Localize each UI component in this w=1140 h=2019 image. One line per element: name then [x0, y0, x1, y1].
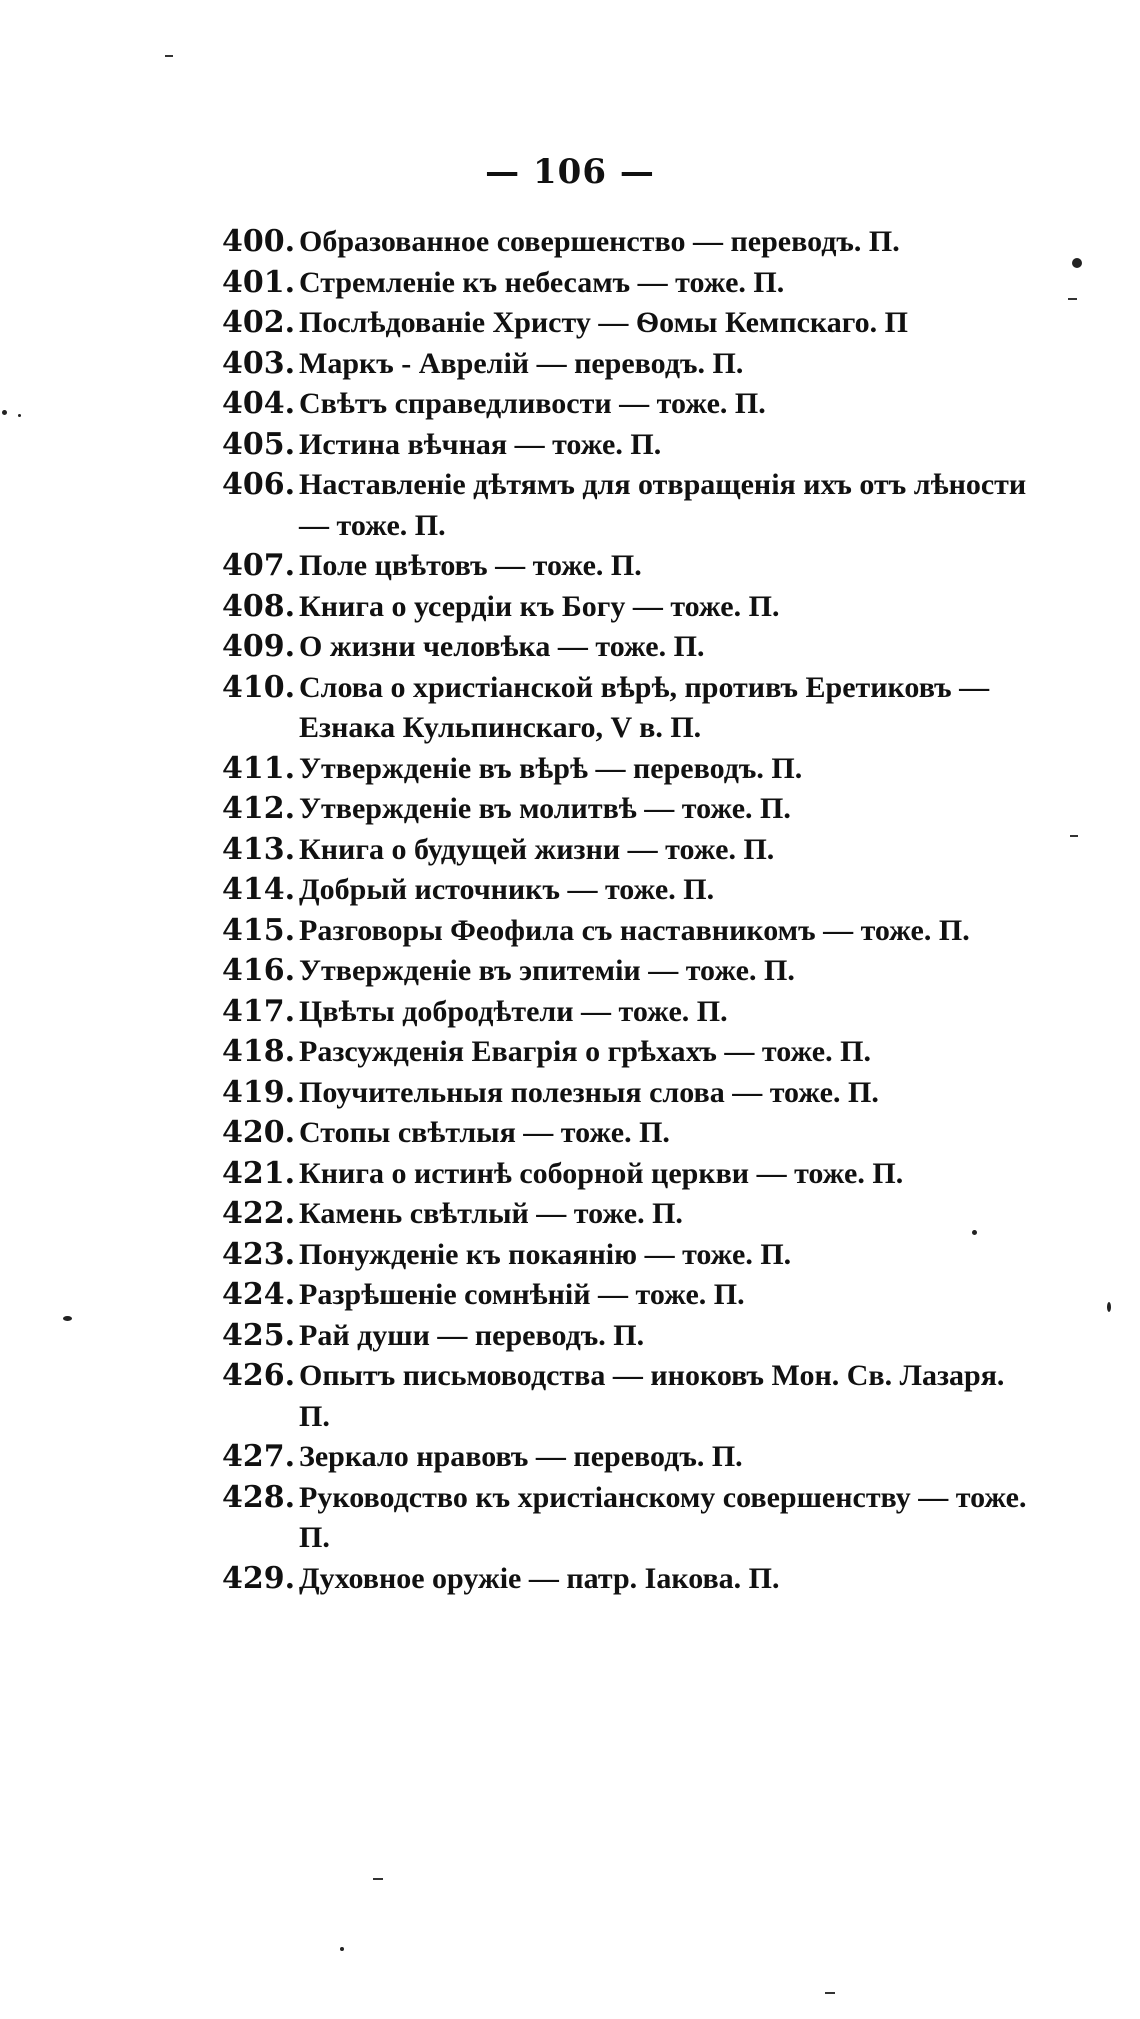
entry-text: Опытъ письмоводства — иноковъ Мон. Св. Лазаря. П.	[299, 1359, 1005, 1433]
entry-text: Духовное оружіе — патр. Іакова. П.	[299, 1561, 780, 1595]
entry-text: Поле цвѣтовъ — тоже. П.	[299, 549, 642, 582]
list-item	[222, 425, 1042, 466]
entry-number: 401.	[222, 264, 296, 300]
entry-number: 409.	[222, 629, 296, 664]
page-number: — 106 —	[485, 152, 655, 192]
list-item	[222, 1113, 1042, 1154]
entry-text: Поучительныя полезныя слова — тоже. П.	[299, 1075, 879, 1109]
list-item	[222, 1194, 1042, 1235]
list-item	[222, 992, 1042, 1033]
entry-number: 412.	[222, 791, 296, 826]
entry-number: 403.	[222, 345, 296, 381]
entry-number: 425.	[222, 1317, 296, 1353]
entry-text: Утвержденіе въ молитвѣ — тоже. П.	[299, 792, 791, 825]
entry-text: Понужденіе къ покаянію — тоже. П.	[299, 1237, 792, 1271]
list-item	[222, 1437, 1042, 1478]
entry-text: Утвержденіе въ вѣрѣ — переводъ. П.	[299, 751, 803, 785]
entry-text: Слова о христіанской вѣрѣ, противъ Еретиковъ — Езнака Кульпинскаго, V в. П.	[299, 670, 990, 744]
entry-list	[222, 222, 1042, 1599]
list-item	[222, 830, 1042, 871]
list-item	[222, 1478, 1042, 1559]
entry-text: Книга о будущей жизни — тоже. П.	[299, 832, 775, 866]
entry-text: Руководство къ христіанскому совершенству — тоже. П.	[299, 1480, 1027, 1554]
entry-number: 423.	[222, 1236, 296, 1272]
entry-text: Камень свѣтлый — тоже. П.	[299, 1197, 683, 1230]
scan-mark	[825, 1992, 835, 1994]
scan-speck	[2, 410, 7, 415]
scan-speck	[340, 1947, 344, 1951]
list-item	[222, 263, 1042, 304]
entry-text: Книга о истинѣ соборной церкви — тоже. П.	[299, 1156, 904, 1190]
entry-number: 427.	[222, 1439, 296, 1474]
list-item	[222, 789, 1042, 830]
entry-text: Истина вѣчная — тоже. П.	[299, 427, 662, 461]
list-item	[222, 1275, 1042, 1316]
list-item	[222, 546, 1042, 587]
scan-speck	[1072, 258, 1082, 268]
list-item	[222, 1154, 1042, 1195]
entry-number: 406.	[222, 467, 296, 502]
scan-speck	[18, 414, 21, 417]
entry-text: Разсужденія Евагрія о грѣхахъ — тоже. П.	[299, 1035, 871, 1068]
list-item	[222, 1235, 1042, 1276]
entry-number: 420.	[222, 1115, 296, 1150]
entry-text: Книга о усердіи къ Богу — тоже. П.	[299, 589, 780, 623]
entry-text: Рай души — переводъ. П.	[299, 1318, 645, 1352]
entry-number: 417.	[222, 993, 296, 1029]
entry-number: 405.	[222, 426, 296, 462]
list-item	[222, 627, 1042, 668]
entry-number: 411.	[222, 750, 296, 786]
list-item	[222, 1316, 1042, 1357]
entry-text: Свѣтъ справедливости — тоже. П.	[299, 387, 766, 420]
scan-speck	[972, 1230, 977, 1235]
entry-number: 428.	[222, 1479, 296, 1515]
entry-text: Образованное совершенство — переводъ. П.	[299, 225, 900, 258]
list-item	[222, 951, 1042, 992]
entry-text: Стремленіе къ небесамъ — тоже. П.	[299, 265, 785, 299]
entry-number: 402.	[222, 305, 296, 340]
entry-text: Зеркало нравовъ — переводъ. П.	[299, 1440, 743, 1473]
entry-number: 410.	[222, 669, 296, 705]
entry-number: 408.	[222, 588, 296, 624]
list-item	[222, 1356, 1042, 1437]
entry-text: Маркъ - Аврелій — переводъ. П.	[299, 346, 744, 380]
scan-mark	[165, 55, 173, 57]
list-item	[222, 911, 1042, 952]
entry-text: Цвѣты добродѣтели — тоже. П.	[299, 994, 728, 1028]
entry-number: 422.	[222, 1196, 296, 1231]
entry-number: 400.	[222, 224, 296, 259]
scan-mark	[373, 1878, 383, 1880]
scan-speck	[1107, 1302, 1111, 1312]
scan-mark	[1068, 298, 1077, 300]
list-item	[222, 384, 1042, 425]
scan-speck	[63, 1316, 72, 1321]
entry-number: 421.	[222, 1155, 296, 1191]
entry-text: Стопы свѣтлыя — тоже. П.	[299, 1116, 670, 1149]
scan-mark	[1070, 835, 1078, 837]
list-item	[222, 344, 1042, 385]
entry-number: 419.	[222, 1074, 296, 1110]
entry-number: 416.	[222, 953, 296, 988]
entry-text: Добрый источникъ — тоже. П.	[299, 873, 715, 906]
entry-text: Послѣдованіе Христу — Ѳомы Кемпскаго. П	[299, 306, 908, 339]
entry-text: Разговоры Феофила съ наставникомъ — тоже. П.	[299, 913, 970, 947]
list-item	[222, 303, 1042, 344]
entry-text: Разрѣшеніе сомнѣній — тоже. П.	[299, 1278, 745, 1311]
entry-number: 407.	[222, 548, 296, 583]
entry-text: Наставленіе дѣтямъ для отвращенія ихъ отъ лѣности — тоже. П.	[299, 468, 1027, 542]
entry-number: 426.	[222, 1358, 296, 1393]
entry-number: 404.	[222, 386, 296, 421]
list-item	[222, 668, 1042, 749]
list-item	[222, 749, 1042, 790]
entry-number: 424.	[222, 1277, 296, 1312]
list-item	[222, 1032, 1042, 1073]
entry-text: О жизни человѣка — тоже. П.	[299, 630, 705, 663]
entry-number: 418.	[222, 1034, 296, 1069]
list-item	[222, 587, 1042, 628]
list-item	[222, 870, 1042, 911]
list-item	[222, 465, 1042, 546]
list-item	[222, 1559, 1042, 1600]
entry-text: Утвержденіе въ эпитеміи — тоже. П.	[299, 954, 795, 987]
entry-number: 415.	[222, 912, 296, 948]
entry-number: 429.	[222, 1560, 296, 1596]
list-item	[222, 222, 1042, 263]
entry-number: 414.	[222, 872, 296, 907]
list-item	[222, 1073, 1042, 1114]
entry-number: 413.	[222, 831, 296, 867]
